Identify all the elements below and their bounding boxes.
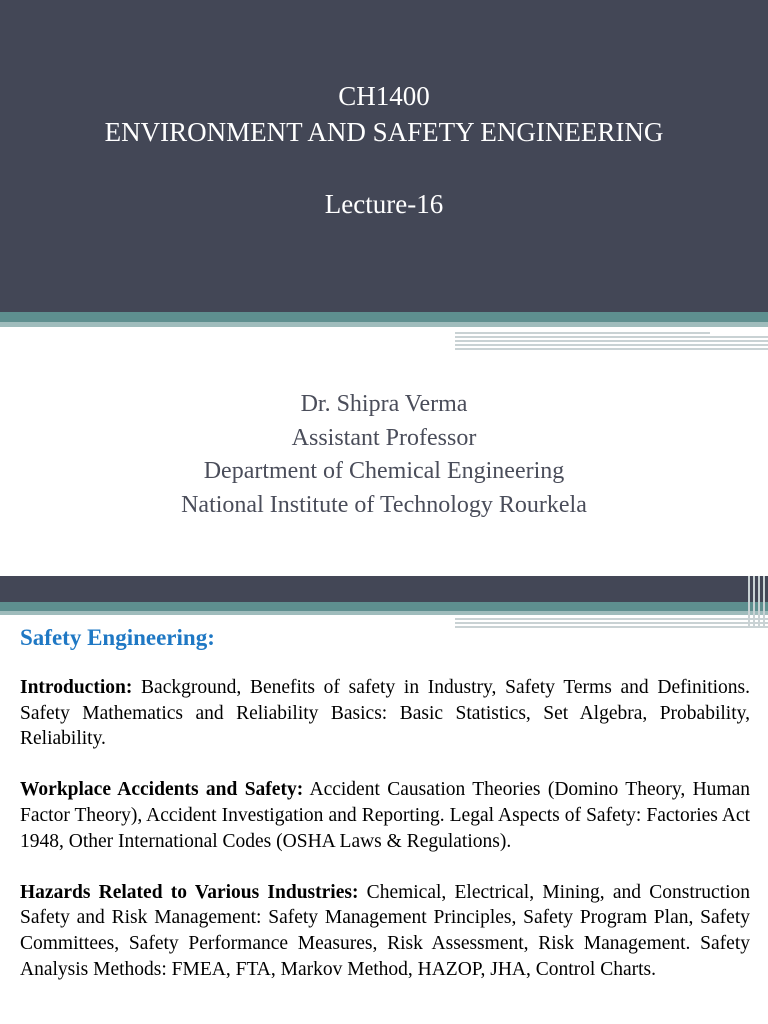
decorative-lines [455, 330, 768, 354]
paragraph-title: Introduction: [20, 677, 133, 698]
teal-stripe [0, 602, 768, 611]
course-code: CH1400 [338, 81, 430, 111]
decorative-vertical-bars [744, 576, 768, 626]
presenter-name: Dr. Shipra Verma [300, 391, 468, 417]
presenter-block [0, 388, 768, 522]
paragraph-introduction [20, 675, 750, 752]
course-title: ENVIRONMENT AND SAFETY ENGINEERING [104, 117, 664, 147]
paragraph-title: Workplace Accidents and Safety: [20, 779, 304, 801]
teal-stripe [0, 312, 768, 322]
presenter-institute: National Institute of Technology Rourkela [181, 491, 587, 518]
presenter-position: Assistant Professor [291, 424, 477, 451]
content-body [20, 623, 750, 1008]
lecture-number: Lecture-16 [324, 189, 444, 219]
section-heading: Safety Engineering: [20, 625, 215, 650]
paragraph-title: Hazards Related to Various Industries: [20, 881, 359, 903]
title-block [0, 78, 768, 222]
paragraph-workplace-accidents [20, 777, 750, 854]
presenter-department: Department of Chemical Engineering [203, 458, 565, 484]
paragraph-hazards [20, 880, 750, 982]
teal-stripe-light [0, 611, 768, 615]
paragraph-text: Background, Benefits of safety in Industry, Safety Terms and Definitions. Safety Mathematics and Reliability Basics: Basic Statistics, Set Algebra, Probability, Reliability. [20, 677, 750, 750]
content-header-band [0, 576, 768, 602]
paragraph-text: Accident Causation Theories (Domino Theory, Human Factor Theory), Accident Investigation and Reporting. Legal Aspects of Safety: Factories Act 1948, Other International Codes (OSHA Laws & Regulations). [20, 779, 750, 852]
content-slide [0, 576, 768, 1024]
teal-stripe-light [0, 322, 768, 327]
paragraph-text: Chemical, Electrical, Mining, and Construction Safety and Risk Management: Safety Management Principles, Safety Program Plan, Safety Committees, Safety Performance Measures, Risk Assessment, Risk Management. Safety Analysis Methods: FMEA, FTA, Markov Method, HAZOP, JHA, Control Charts. [20, 881, 750, 980]
